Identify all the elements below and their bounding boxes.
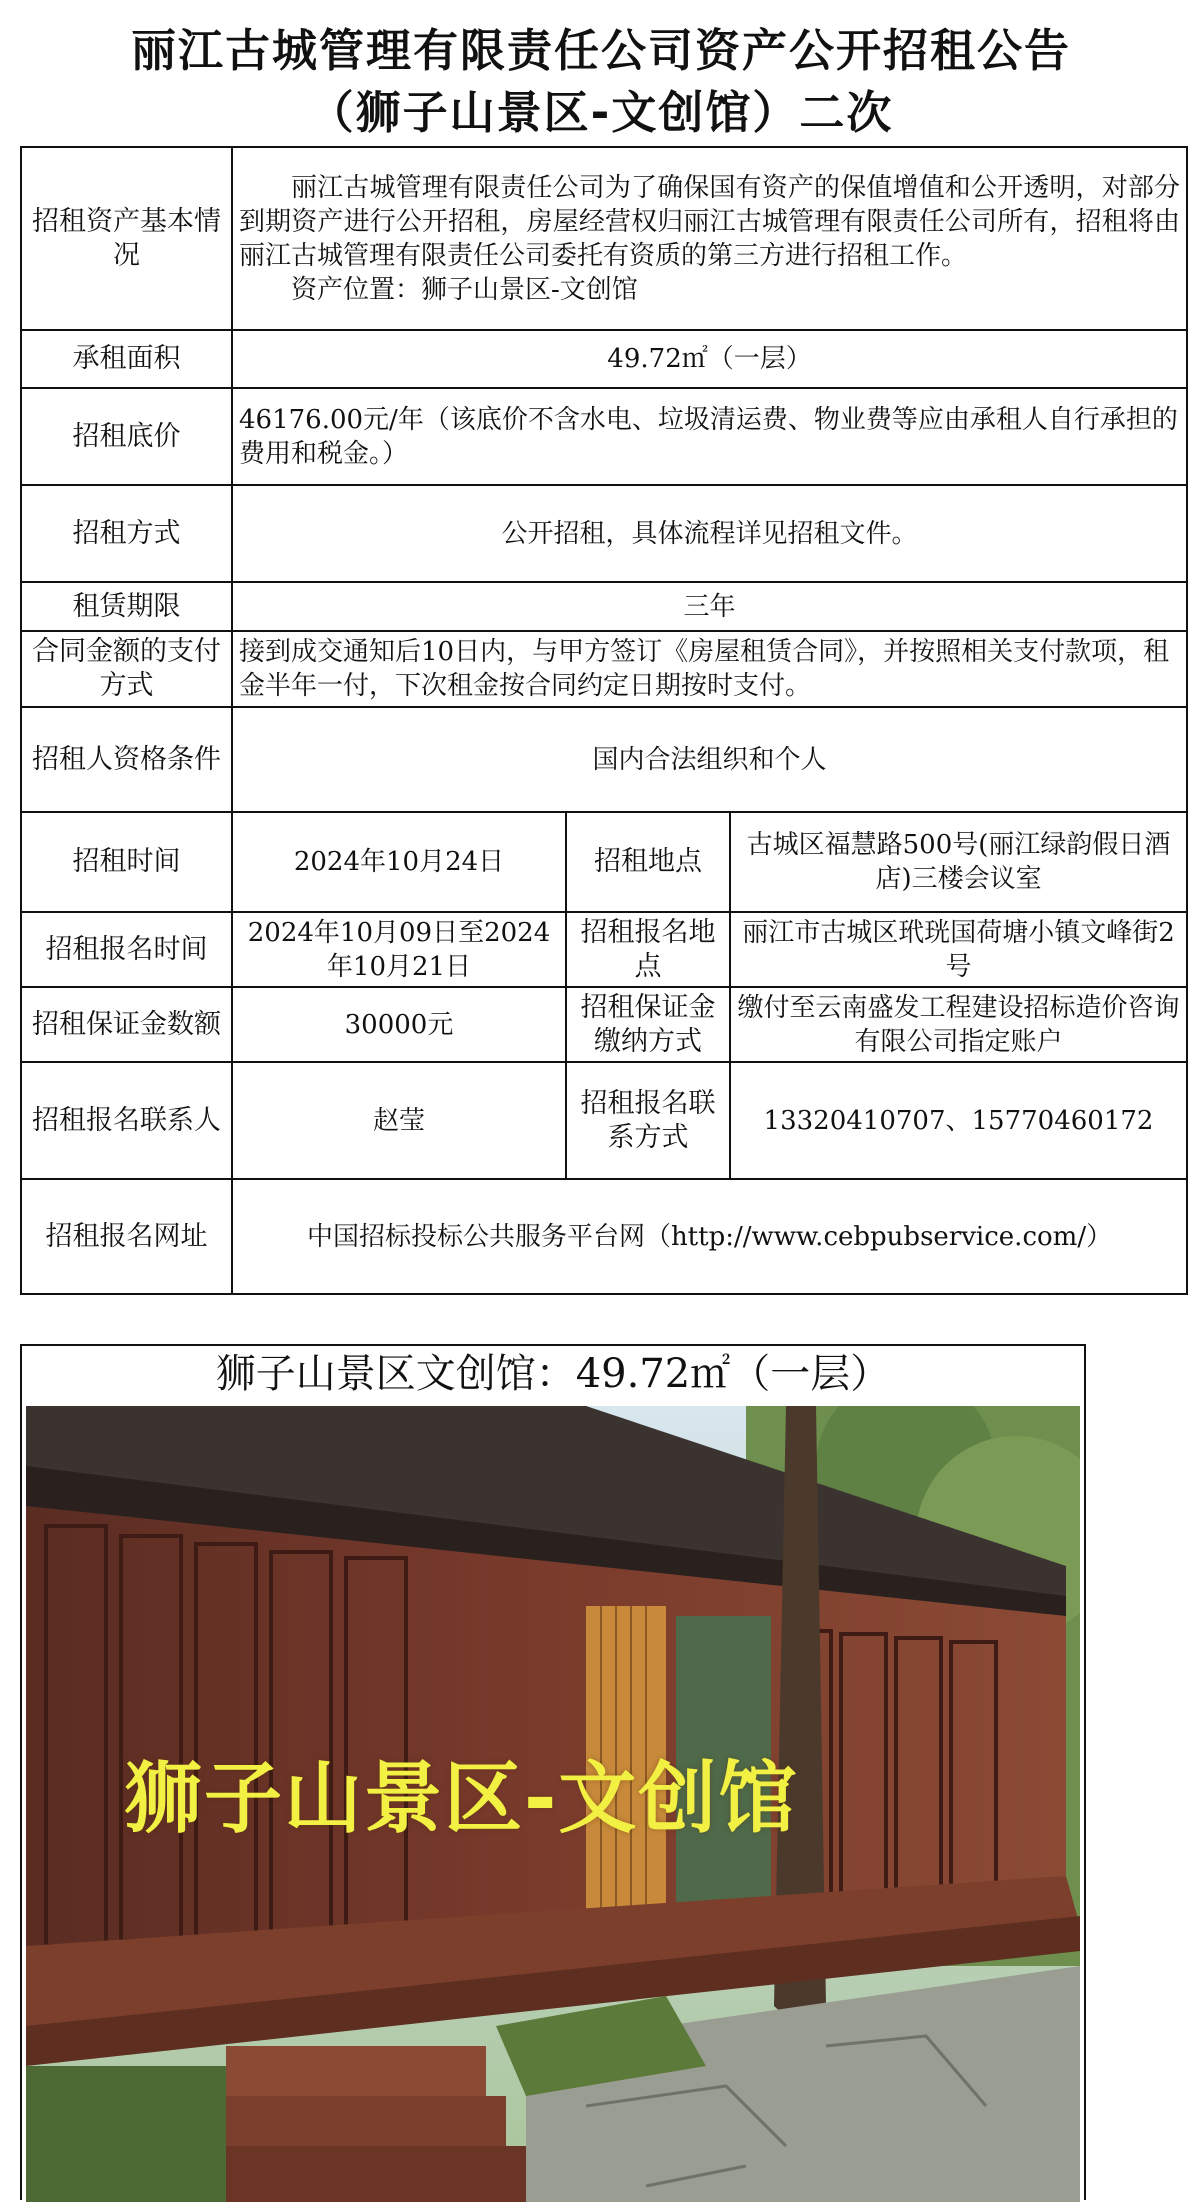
basic-info-label: 招租资产基本情况 xyxy=(21,147,232,330)
deposit-method-value: 缴付至云南盛发工程建设招标造价咨询有限公司指定账户 xyxy=(730,987,1187,1062)
deposit-method-label: 招租保证金缴纳方式 xyxy=(566,987,730,1062)
table-row xyxy=(21,912,1187,987)
qualification-label: 招租人资格条件 xyxy=(21,707,232,812)
table-row xyxy=(21,631,1187,707)
table-row xyxy=(21,1062,1187,1179)
basic-info-cell xyxy=(232,147,1187,330)
registration-place-value: 丽江市古城区玳珖国荷塘小镇文峰街2号 xyxy=(730,912,1187,987)
photo-overlay-text: 狮子山景区-文创馆 xyxy=(124,1754,799,1844)
registration-time-label: 招租报名时间 xyxy=(21,912,232,987)
table-row xyxy=(21,147,1187,330)
table-row xyxy=(21,707,1187,812)
venue-photo xyxy=(26,1406,1080,2202)
table-row xyxy=(21,330,1187,388)
website-label: 招租报名网址 xyxy=(21,1179,232,1294)
contact-label: 招租报名联系人 xyxy=(21,1062,232,1179)
contact-value: 赵莹 xyxy=(232,1062,566,1179)
term-label: 租赁期限 xyxy=(21,582,232,631)
deposit-label: 招租保证金数额 xyxy=(21,987,232,1062)
table-row xyxy=(21,388,1187,485)
area-label: 承租面积 xyxy=(21,330,232,388)
qualification-value: 国内合法组织和个人 xyxy=(232,707,1187,812)
term-value: 三年 xyxy=(232,582,1187,631)
table-row xyxy=(21,987,1187,1062)
lease-info-table xyxy=(20,146,1188,1295)
registration-place-label: 招租报名地点 xyxy=(566,912,730,987)
lease-time-value: 2024年10月24日 xyxy=(232,812,566,912)
lease-time-label: 招租时间 xyxy=(21,812,232,912)
payment-label: 合同金额的支付方式 xyxy=(21,631,232,707)
payment-value: 接到成交通知后10日内，与甲方签订《房屋租赁合同》，并按照相关支付款项，租金半年一付，下次租金按合同约定日期按时支付。 xyxy=(232,631,1187,707)
method-value: 公开招租，具体流程详见招租文件。 xyxy=(232,485,1187,582)
registration-time-value: 2024年10月09日至2024年10月21日 xyxy=(232,912,566,987)
notice-title-line2: （狮子山景区-文创馆）二次 xyxy=(308,86,894,139)
table-row xyxy=(21,1179,1187,1294)
table-row xyxy=(21,485,1187,582)
deposit-value: 30000元 xyxy=(232,987,566,1062)
area-value: 49.72㎡（一层） xyxy=(232,330,1187,388)
table-row xyxy=(21,582,1187,631)
price-label: 招租底价 xyxy=(21,388,232,485)
asset-location: 资产位置：狮子山景区-文创馆 xyxy=(291,274,638,305)
price-value: 46176.00元/年（该底价不含水电、垃圾清运费、物业费等应由承租人自行承担的费用和税金。） xyxy=(232,388,1187,485)
contact-method-value: 13320410707、15770460172 xyxy=(730,1062,1187,1179)
lease-place-value: 古城区福慧路500号(丽江绿韵假日酒店)三楼会议室 xyxy=(730,812,1187,912)
table-row xyxy=(21,812,1187,912)
contact-method-label: 招租报名联系方式 xyxy=(566,1062,730,1179)
method-label: 招租方式 xyxy=(21,485,232,582)
lease-place-label: 招租地点 xyxy=(566,812,730,912)
venue-photo-box xyxy=(20,1344,1086,2200)
website-value: 中国招标投标公共服务平台网（http://www.cebpubservice.com/） xyxy=(232,1179,1187,1294)
notice-title-line1: 丽江古城管理有限责任公司资产公开招租公告 xyxy=(130,24,1071,77)
photo-caption: 狮子山景区文创馆：49.72㎡（一层） xyxy=(215,1351,891,1397)
basic-info-text: 丽江古城管理有限责任公司为了确保国有资产的保值增值和公开透明，对部分到期资产进行公开招租，房屋经营权归丽江古城管理有限责任公司所有，招租将由丽江古城管理有限责任公司委托有资质的第三方进行招租工作。 xyxy=(239,172,1181,271)
